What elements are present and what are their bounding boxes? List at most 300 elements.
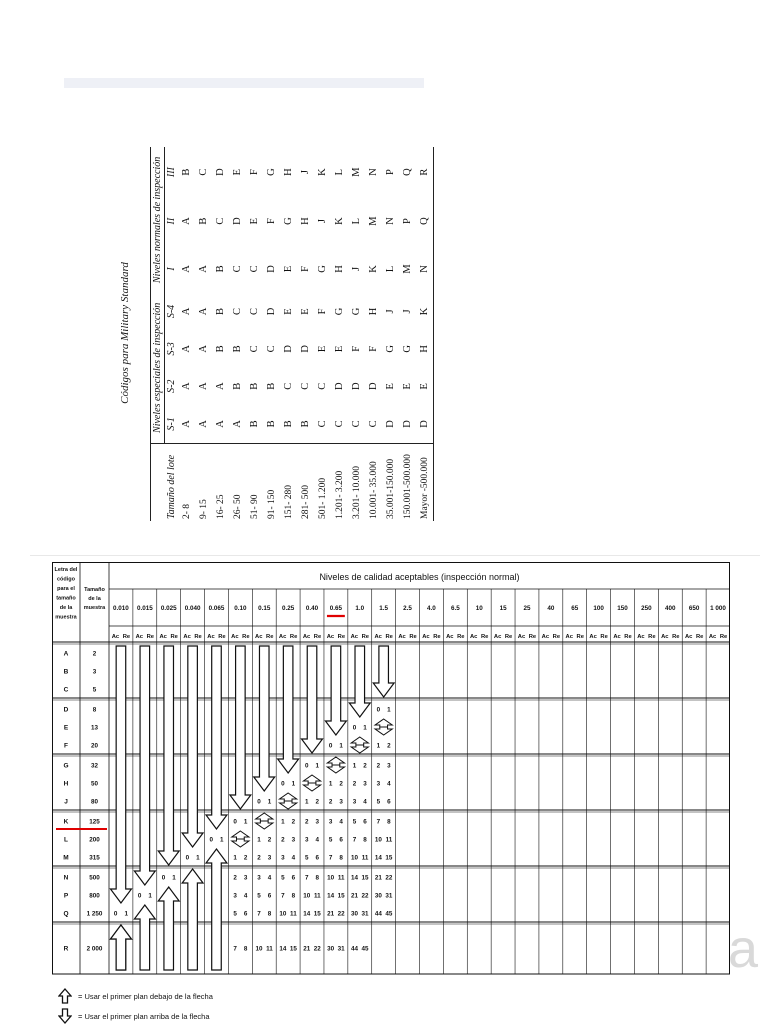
- mil-table-row: [229, 147, 246, 521]
- ac-value: 7: [233, 945, 237, 953]
- re-value: 15: [361, 874, 369, 882]
- re-label: Re: [719, 634, 728, 640]
- re-label: Re: [266, 634, 274, 640]
- re-label: Re: [648, 634, 656, 640]
- re-value: 6: [267, 892, 272, 900]
- row-letter: N: [63, 874, 69, 882]
- code-letter-cell: A: [215, 420, 226, 428]
- lot-size-cell: Mayor -500.000: [416, 443, 434, 521]
- re-value: 31: [361, 910, 369, 918]
- mil-table-grid: [150, 147, 434, 521]
- ac-label: Ac: [255, 634, 263, 640]
- arrow-down-icon: [375, 727, 392, 735]
- re-value: 6: [243, 910, 248, 918]
- ac-value: 0: [376, 706, 381, 714]
- lot-size-cell: 10.001- 35.000: [365, 443, 382, 521]
- mil-table-row: [246, 147, 263, 521]
- ac-label: Ac: [350, 634, 359, 640]
- re-label: Re: [313, 634, 322, 640]
- re-value: 11: [385, 836, 393, 844]
- re-value: 11: [266, 945, 273, 953]
- code-letter-cell: C: [232, 265, 243, 273]
- lot-size-cell: 2- 8: [178, 443, 195, 521]
- code-letter-cell: E: [416, 368, 434, 405]
- ac-label: Ac: [589, 634, 597, 640]
- code-letter-cell: J: [402, 309, 413, 314]
- code-letter-cell: H: [416, 330, 434, 367]
- re-value: 45: [361, 945, 369, 953]
- code-letter-cell: J: [351, 266, 362, 271]
- code-letter-cell: L: [334, 168, 345, 176]
- re-value: 1: [243, 818, 248, 826]
- re-value: 8: [339, 854, 343, 862]
- arrow-down-icon: [182, 646, 203, 847]
- code-letter-cell: E: [317, 345, 328, 353]
- code-letter-cell: A: [181, 345, 192, 353]
- code-letter-cell: B: [198, 217, 209, 225]
- arrow-up-icon: [351, 737, 368, 745]
- ac-label: Ac: [661, 634, 669, 640]
- ac-value: 30: [327, 945, 335, 953]
- code-letter-cell: J: [317, 219, 328, 224]
- arrow-down-icon: [206, 646, 227, 829]
- ac-value: 1: [328, 780, 333, 788]
- re-value: 6: [315, 854, 320, 862]
- code-letter-cell: C: [232, 307, 243, 315]
- arrow-up-icon: [280, 793, 297, 801]
- arrow-up-icon: [134, 905, 155, 970]
- ac-value: 1: [281, 818, 285, 826]
- row-size: 3: [92, 668, 97, 676]
- re-value: 3: [243, 874, 248, 882]
- ac-value: 14: [327, 892, 335, 900]
- re-value: 3: [339, 798, 343, 806]
- code-letter-cell: E: [385, 383, 396, 390]
- row-letter: M: [63, 854, 69, 862]
- re-value: 2: [339, 780, 343, 788]
- ac-label: Ac: [517, 634, 526, 640]
- re-label: Re: [457, 634, 465, 640]
- aql-level-label: 1.5: [379, 605, 389, 612]
- arrow-down-icon: [302, 646, 323, 753]
- code-letter-cell: D: [266, 307, 277, 316]
- re-value: 3: [363, 780, 367, 788]
- re-value: 1: [196, 854, 200, 862]
- code-letter-cell: B: [266, 420, 277, 428]
- aql-level-label: 0.25: [282, 605, 295, 612]
- ac-label: Ac: [541, 634, 550, 640]
- code-letter-cell: C: [351, 420, 362, 428]
- code-letter-cell: L: [385, 265, 396, 273]
- ac-value: 0: [209, 836, 213, 844]
- ac-value: 3: [281, 854, 285, 862]
- code-letter-cell: A: [181, 420, 192, 428]
- row-letter: D: [63, 706, 69, 714]
- mil-col-header: S-1: [166, 417, 177, 431]
- code-letter-cell: P: [402, 218, 413, 225]
- watermark: a: [728, 919, 759, 979]
- aql-level-label: 4.0: [427, 605, 436, 612]
- letter-header: Letra del: [54, 567, 78, 573]
- row-letter: J: [64, 798, 68, 806]
- code-letter-cell: G: [334, 307, 345, 316]
- arrow-down-icon: [325, 646, 346, 735]
- code-letter-cell: D: [232, 217, 243, 225]
- ac-value: 2: [233, 874, 237, 882]
- re-label: Re: [170, 634, 178, 640]
- mil-table-row: [416, 147, 434, 521]
- aql-level-label: 0.010: [113, 605, 129, 612]
- mil-standard-table: [95, 143, 430, 523]
- code-letter-cell: D: [215, 168, 226, 176]
- ac-value: 44: [374, 910, 382, 918]
- ac-value: 2: [376, 762, 381, 770]
- aql-level-label: 0.015: [136, 605, 153, 612]
- ac-label: Ac: [159, 634, 167, 640]
- re-label: Re: [576, 634, 584, 640]
- ac-value: 10: [374, 836, 382, 844]
- code-letter-cell: H: [283, 168, 294, 176]
- arrow-up-icon: [232, 831, 249, 839]
- aql-level-label: 1 000: [710, 605, 726, 612]
- letter-header: de la: [59, 605, 73, 611]
- arrow-down-icon: [58, 1008, 72, 1024]
- code-letter-cell: K: [334, 217, 345, 225]
- code-letter-cell: A: [198, 420, 209, 428]
- re-value: 1: [291, 780, 296, 788]
- code-letter-cell: B: [249, 382, 260, 390]
- code-letter-cell: E: [283, 265, 294, 273]
- lot-size-cell: 150.001-500.000: [399, 443, 416, 521]
- code-letter-cell: A: [181, 217, 192, 225]
- lot-size-cell: 9- 15: [195, 443, 212, 521]
- lot-size-cell: 91- 150: [263, 443, 280, 521]
- ac-value: 3: [376, 780, 381, 788]
- code-letter-cell: C: [249, 345, 260, 353]
- ac-label: Ac: [637, 634, 645, 640]
- arrow-up-icon: [111, 925, 132, 970]
- ac-label: Ac: [565, 634, 573, 640]
- legend-up: [58, 986, 213, 1006]
- ac-value: 2: [305, 818, 309, 826]
- code-letter-cell: E: [402, 383, 413, 390]
- ac-value: 30: [351, 910, 359, 918]
- arrow-up-icon: [158, 887, 179, 970]
- code-letter-cell: A: [181, 265, 192, 273]
- code-letter-cell: J: [300, 170, 311, 175]
- lot-size-cell: 26- 50: [229, 443, 246, 521]
- code-letter-cell: H: [368, 307, 379, 316]
- code-letter-cell: M: [351, 167, 362, 177]
- code-letter-cell: E: [249, 217, 260, 225]
- letter-header: muestra: [55, 614, 77, 621]
- code-letter-cell: F: [351, 345, 362, 352]
- row-size: 1 250: [86, 910, 103, 918]
- re-value: 22: [313, 945, 321, 953]
- re-value: 8: [363, 836, 367, 844]
- row-size: 32: [90, 762, 99, 770]
- ac-label: Ac: [493, 634, 502, 640]
- re-value: 2: [291, 818, 296, 826]
- re-value: 1: [219, 836, 224, 844]
- mil-table-row: [348, 147, 365, 521]
- re-value: 6: [291, 874, 296, 882]
- ac-value: 2: [281, 836, 285, 844]
- ac-value: 10: [279, 910, 287, 918]
- code-letter-cell: D: [300, 345, 311, 353]
- mil-table-row: [399, 147, 416, 521]
- re-value: 1: [124, 910, 128, 918]
- code-letter-cell: B: [232, 382, 243, 390]
- re-label: Re: [480, 634, 489, 640]
- ac-value: 0: [305, 762, 309, 770]
- aql-level-label: 15: [499, 605, 507, 612]
- legend: [58, 986, 213, 1026]
- ac-label: Ac: [111, 634, 120, 640]
- re-value: 15: [337, 892, 345, 900]
- ac-label: Ac: [470, 634, 478, 640]
- row-size: 125: [89, 818, 100, 826]
- re-value: 4: [267, 874, 272, 882]
- re-value: 6: [363, 818, 367, 826]
- row-size: 315: [89, 854, 100, 862]
- code-letter-cell: A: [198, 382, 209, 391]
- aql-level-label: 2.5: [403, 605, 412, 612]
- code-letter-cell: C: [334, 420, 345, 428]
- size-header: Tamaño: [84, 587, 105, 593]
- code-letter-cell: R: [416, 147, 434, 197]
- re-label: Re: [146, 634, 155, 640]
- aql-level-label: 65: [571, 605, 579, 612]
- ac-value: 0: [233, 818, 237, 826]
- lot-size-cell: 151- 280: [280, 443, 297, 521]
- arrow-down-icon: [111, 646, 132, 903]
- code-letter-cell: H: [300, 217, 311, 225]
- code-letter-cell: N: [416, 245, 434, 293]
- ac-value: 3: [233, 892, 237, 900]
- code-letter-cell: C: [215, 217, 226, 225]
- re-value: 11: [361, 854, 369, 862]
- re-label: Re: [528, 634, 537, 640]
- code-letter-cell: M: [368, 216, 379, 226]
- size-header: muestra: [83, 605, 106, 611]
- ac-value: 3: [305, 836, 309, 844]
- code-letter-cell: G: [266, 168, 277, 176]
- ac-value: 3: [352, 798, 357, 806]
- re-value: 6: [339, 836, 343, 844]
- code-letter-cell: B: [283, 420, 294, 428]
- ac-value: 10: [351, 854, 359, 862]
- ac-value: 7: [281, 892, 285, 900]
- aql-level-label: 0.025: [160, 605, 177, 612]
- ac-value: 44: [351, 945, 359, 953]
- row-letter: A: [63, 650, 69, 658]
- ac-value: 0: [161, 874, 166, 882]
- ac-value: 1: [257, 836, 261, 844]
- code-letter-cell: C: [317, 382, 328, 390]
- mil-col-header: S-2: [166, 379, 177, 393]
- re-value: 22: [385, 874, 393, 882]
- ac-label: Ac: [374, 634, 382, 640]
- code-letter-cell: B: [300, 420, 311, 428]
- code-letter-cell: A: [232, 420, 243, 428]
- ac-value: 0: [185, 854, 190, 862]
- lot-size-cell: 51- 90: [246, 443, 263, 521]
- row-letter: Q: [63, 910, 69, 918]
- ac-value: 5: [233, 910, 237, 918]
- code-letter-cell: A: [198, 307, 209, 316]
- code-letter-cell: C: [300, 382, 311, 390]
- row-letter: F: [64, 742, 68, 750]
- aql-title: Niveles de calidad aceptables (inspección normal): [319, 572, 520, 582]
- re-value: 3: [387, 762, 391, 770]
- mil-table-row: [212, 147, 229, 521]
- row-letter: P: [63, 892, 69, 900]
- arrow-down-icon: [373, 646, 394, 697]
- aql-level-label: 100: [593, 605, 604, 612]
- aql-level-label: 1.0: [355, 605, 365, 612]
- ac-value: 0: [137, 892, 142, 900]
- re-label: Re: [361, 634, 369, 640]
- row-size: 50: [90, 780, 99, 788]
- re-value: 11: [290, 910, 297, 918]
- mil-col-header: II: [166, 217, 177, 225]
- re-label: Re: [624, 634, 632, 640]
- code-letter-cell: F: [300, 265, 311, 272]
- row-size: 2: [92, 650, 97, 658]
- arrow-up-icon: [182, 869, 203, 970]
- aql-level-label: 10: [475, 605, 483, 612]
- ac-value: 30: [374, 892, 382, 900]
- re-value: 4: [315, 836, 320, 844]
- re-label: Re: [695, 634, 704, 640]
- arrow-up-icon: [303, 775, 320, 783]
- size-header: de la: [88, 596, 101, 602]
- arrow-down-icon: [351, 745, 368, 753]
- arrow-down-icon: [254, 646, 275, 791]
- re-value: 8: [315, 874, 320, 882]
- code-letter-cell: K: [368, 265, 379, 273]
- row-size: 13: [90, 724, 99, 732]
- code-letter-cell: K: [416, 293, 434, 330]
- code-letter-cell: C: [198, 168, 209, 176]
- ac-value: 14: [279, 945, 287, 953]
- lot-size-cell: 501- 1.200: [314, 443, 331, 521]
- code-letter-cell: G: [385, 345, 396, 353]
- mil-table-caption: Códigos para Military Standard: [119, 262, 131, 404]
- mil-table-row: [314, 147, 331, 521]
- re-value: 2: [243, 854, 248, 862]
- ac-label: Ac: [326, 634, 335, 640]
- mil-table-row: [382, 147, 399, 521]
- ac-value: 2: [257, 854, 261, 862]
- code-letter-cell: E: [283, 308, 294, 315]
- lot-size-cell: 1.201- 3.200: [331, 443, 348, 521]
- arrow-down-icon: [230, 646, 251, 809]
- code-letter-cell: A: [215, 382, 226, 391]
- code-letter-cell: J: [385, 309, 396, 314]
- code-letter-cell: P: [385, 169, 396, 176]
- ac-label: Ac: [302, 634, 311, 640]
- row-size: 20: [90, 742, 99, 750]
- top-bar: [64, 78, 424, 88]
- aql-level-label: 6.5: [450, 605, 460, 612]
- code-letter-cell: A: [181, 382, 192, 391]
- aql-level-label: 0.15: [258, 605, 271, 612]
- mil-table-row: [331, 147, 348, 521]
- re-value: 8: [291, 892, 296, 900]
- row-size: 800: [89, 892, 100, 900]
- ac-label: Ac: [708, 634, 717, 640]
- row-size: 80: [90, 798, 99, 806]
- ac-value: 5: [328, 836, 333, 844]
- code-letter-cell: F: [368, 345, 379, 352]
- re-label: Re: [552, 634, 561, 640]
- mil-table-row: [365, 147, 382, 521]
- aql-level-label: 400: [665, 605, 676, 612]
- code-letter-cell: K: [317, 168, 328, 176]
- ac-value: 10: [303, 892, 311, 900]
- code-letter-cell: C: [283, 382, 294, 390]
- ac-value: 7: [376, 818, 381, 826]
- ac-value: 5: [376, 798, 381, 806]
- re-value: 4: [339, 818, 343, 826]
- re-value: 2: [315, 798, 320, 806]
- re-value: 1: [172, 874, 176, 882]
- re-label: Re: [385, 634, 393, 640]
- ac-value: 3: [257, 874, 261, 882]
- arrow-down-icon: [134, 646, 155, 885]
- ac-value: 10: [255, 945, 263, 953]
- aql-level-label: 150: [617, 605, 628, 612]
- re-label: Re: [194, 634, 202, 640]
- code-letter-cell: B: [266, 382, 277, 390]
- row-letter: H: [63, 780, 69, 788]
- aql-level-label: 0.10: [234, 605, 247, 612]
- re-label: Re: [600, 634, 608, 640]
- ac-label: Ac: [135, 634, 144, 640]
- re-value: 2: [363, 762, 367, 770]
- re-label: Re: [289, 634, 298, 640]
- code-letter-cell: D: [385, 420, 396, 428]
- code-letter-cell: F: [266, 218, 277, 225]
- aql-level-label: 250: [641, 605, 652, 612]
- code-letter-cell: D: [351, 382, 362, 391]
- code-letter-cell: M: [402, 264, 413, 274]
- re-value: 1: [339, 742, 343, 750]
- ac-value: 0: [257, 798, 261, 806]
- lot-size-header: Tamaño del lote: [151, 443, 179, 521]
- ac-label: Ac: [446, 634, 454, 640]
- arrow-up-icon: [327, 757, 344, 765]
- re-label: Re: [122, 634, 131, 640]
- ac-value: 21: [303, 945, 311, 953]
- lot-size-cell: 281- 500: [297, 443, 314, 521]
- code-letter-cell: A: [198, 265, 209, 273]
- row-letter: G: [63, 762, 69, 770]
- ac-value: 7: [257, 910, 261, 918]
- ac-value: 1: [233, 854, 237, 862]
- re-value: 31: [385, 892, 393, 900]
- row-letter: L: [64, 836, 68, 844]
- ac-value: 21: [351, 892, 359, 900]
- code-letter-cell: L: [351, 217, 362, 225]
- re-value: 45: [385, 910, 393, 918]
- ac-value: 7: [305, 874, 309, 882]
- re-label: Re: [433, 634, 441, 640]
- mil-table-row: [280, 147, 297, 521]
- row-size: 200: [89, 836, 100, 844]
